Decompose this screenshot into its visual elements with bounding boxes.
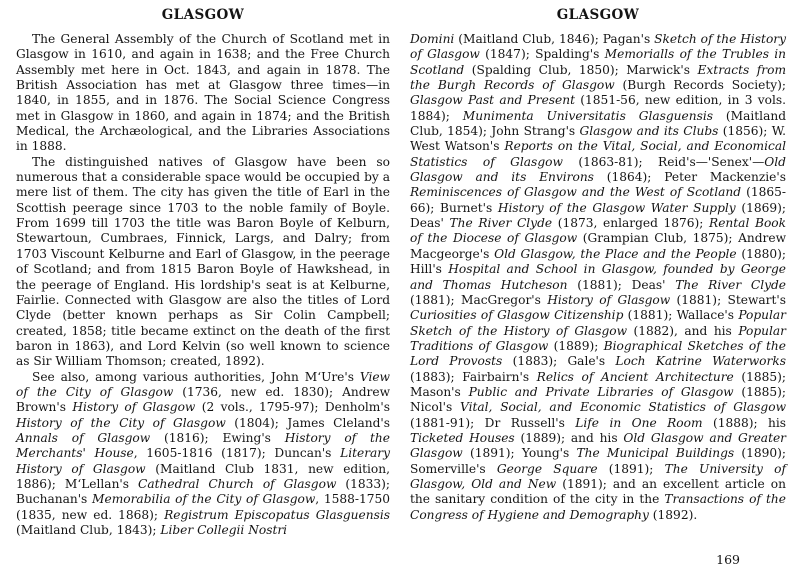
italic-title: Old Glasgow and its Environs <box>410 154 786 185</box>
text-run: (1869); Deas' <box>410 200 786 231</box>
italic-title: Public and Private Libraries of Glasgow <box>468 384 734 399</box>
text-run: See also, among various authorities, John M‘Ure's <box>32 369 360 384</box>
right-running-head: GLASGOW <box>556 7 640 23</box>
right-column <box>410 4 786 523</box>
italic-title: View of the City of Glasgow <box>16 369 390 399</box>
italic-title: Cathedral Church of Glasgow <box>138 476 337 491</box>
italic-title: Old Glasgow, the Place and the People <box>494 246 737 261</box>
italic-title: Glasgow Past and Present <box>410 93 576 108</box>
text-run: (Spalding Club, 1850); Marwick's <box>464 62 698 77</box>
text-run: (1885); Mason's <box>410 369 786 399</box>
text-run: (1892). <box>648 507 698 522</box>
italic-title: Transactions of the Congress of Hygiene and Demography <box>410 492 786 522</box>
text-run: The distinguished natives of Glasgow have been so numerous that a considerable space would be occupied by a mere list of them. The city has given the title of Earl in the Scottish peerage since 1703 to the noble family of Boyle. From 1699 till 1703 the title was Baron Boyle of Kelburn, Stewartoun, Cumbraes, Finnick, Largs, and Dalry; from 1703 Viscount Kelburne and Earl of Glasgow, in the peerage of Scotland; and from 1815 Baron Boyle of Hawkshead, in the peerage of England. His lordship's seat is at Kelburne, Fairlie. Connected with Glasgow are also the titles of Lord Clyde (better known perhaps as Sir Colin Campbell; created, 1858; title became extinct on the death of the first baron in 1863), and Lord Kelvin (so well known to science as Sir William Thomson; created, 1892). <box>16 154 390 369</box>
paragraph <box>16 32 390 155</box>
text-run: (1880); Hill's <box>410 246 786 277</box>
italic-title: Memorialls of the Trubles in Scotland <box>410 47 786 77</box>
text-run: (1890); Somerville's <box>410 446 786 476</box>
paragraph <box>410 32 786 523</box>
italic-title: George Square <box>496 461 598 476</box>
italic-title: The River Clyde <box>449 216 553 231</box>
text-run: (1888); his <box>702 415 787 430</box>
text-run: (1885); Nicol's <box>410 384 786 415</box>
italic-title: Reports on the Vital, Social, and Economical Statistics of Glasgow <box>410 139 787 169</box>
text-run: (1889); <box>548 338 604 353</box>
text-run: (Burgh Records Society); <box>614 78 786 93</box>
italic-title: History of Glasgow <box>72 400 196 415</box>
italic-title: Rental Book of the Diocese of Glasgow <box>410 216 787 246</box>
text-run: (1833); Buchanan's <box>16 476 390 507</box>
text-run: (1736, new ed. 1830); Andrew Brown's <box>16 384 390 415</box>
italic-title: Life in One Room <box>575 415 703 430</box>
paragraph <box>16 370 390 539</box>
text-run: (1883); Fairbairn's <box>410 369 537 384</box>
italic-title: Munimenta Universitatis Glasguensis <box>462 108 713 123</box>
text-run: The General Assembly of the Church of Scotland met in Glasgow in 1610, and again in 1638; and the Free Church Assembly met here in Oct. 1843, and again in 1878. The British Association has met at Glasgow three times—in 1840, in 1855, and in 1876. The Social Science Congress met in Glasgow in 1860, and again in 1874; and the British Medical, the Archæological, and the Libraries Associations in 1888. <box>16 32 390 154</box>
text-run: (1804); James Cleland's <box>225 415 390 430</box>
italic-title: Sketch of the History of Glasgow <box>410 32 787 62</box>
italic-title: Old Glasgow and Greater Glasgow <box>410 430 787 461</box>
italic-title: Memorabilia of the City of Glasgow <box>92 492 316 507</box>
text-run: (1816); Ewing's <box>150 430 285 445</box>
italic-title: Hospital and School in Glasgow, founded by George and Thomas Hutcheson <box>410 262 786 292</box>
italic-title: Popular Sketch of the History of Glasgow <box>410 308 786 338</box>
italic-title: Loch Katrine Waterworks <box>615 354 786 369</box>
text-run: , 1605-1816 (1817); Duncan's <box>133 446 341 461</box>
text-run: (1856); W. West Watson's <box>410 124 786 154</box>
text-run: (Maitland Club 1831, new edition, 1886); M‘Lellan's <box>16 461 390 491</box>
italic-title: Vital, Social, and Economic Statistics of Glasgow <box>460 400 786 415</box>
text-run: (1864); Peter Mackenzie's <box>593 170 786 185</box>
italic-title: Reminiscences of Glasgow and the West of Scotland <box>410 185 742 200</box>
italic-title: Domini <box>410 32 455 46</box>
text-run: (1863-81); Reid's—'Senex'— <box>562 154 765 169</box>
italic-title: The Municipal Buildings <box>576 446 735 461</box>
text-run: (Maitland Club, 1846); Pagan's <box>454 32 655 46</box>
text-run: (Maitland Club, 1854); John Strang's <box>410 108 786 139</box>
italic-title: Extracts from the Burgh Records of Glasgow <box>410 62 787 93</box>
text-run: (1891); and an excellent article on the sanitary condition of the city in the <box>410 476 786 507</box>
italic-title: Popular Traditions of Glasgow <box>410 323 786 353</box>
italic-title: Registrum Episcopatus Glasguensis <box>164 507 390 522</box>
text-run: , 1588-1750 (1835, new ed. 1868); <box>16 492 390 522</box>
italic-title: History of the City of Glasgow <box>16 415 226 430</box>
italic-title: Biographical Sketches of the Lord Provosts <box>410 338 786 369</box>
text-run: (1873, enlarged 1876); <box>552 216 710 231</box>
text-run: (1891); Young's <box>462 446 577 461</box>
page-number: 169 <box>716 552 740 567</box>
italic-title: The River Clyde <box>675 277 787 292</box>
text-run: (Maitland Club, 1843); <box>16 523 161 537</box>
italic-title: Liber Collegii Nostri <box>160 523 288 537</box>
paragraph <box>16 155 390 370</box>
text-run: (2 vols., 1795-97); Denholm's <box>195 400 390 415</box>
italic-title: Glasgow and its Clubs <box>579 124 719 139</box>
italic-title: Literary History of Glasgow <box>16 446 391 476</box>
text-run: (1881); Deas' <box>567 277 676 292</box>
text-run: (1851-56, new edition, in 3 vols. 1884); <box>410 93 786 123</box>
text-run: (1889); and his <box>514 430 624 445</box>
text-run: (1881-91); Dr Russell's <box>410 415 576 430</box>
text-run: (1881); Stewart's <box>670 292 786 307</box>
italic-title: Ticketed Houses <box>410 430 515 445</box>
text-run: (1865-66); Burnet's <box>410 185 786 215</box>
italic-title: Curiosities of Glasgow Citizenship <box>410 308 624 323</box>
italic-title: The University of Glasgow, Old and New <box>410 461 786 491</box>
left-column-text <box>16 32 390 538</box>
italic-title: History of the Glasgow Water Supply <box>497 200 736 215</box>
text-run: (1847); Spalding's <box>479 47 605 62</box>
text-run: (1881); Wallace's <box>623 308 739 323</box>
italic-title: History of Glasgow <box>547 292 671 307</box>
text-run: (1882), and his <box>627 323 739 338</box>
left-running-head: GLASGOW <box>161 7 245 23</box>
right-column-text <box>410 32 786 523</box>
text-run: (1881); MacGregor's <box>410 292 548 307</box>
left-column <box>16 4 390 538</box>
text-run: (1883); Gale's <box>502 354 616 369</box>
italic-title: History of the Merchants' House <box>16 430 390 461</box>
text-run: (Grampian Club, 1875); Andrew Macgeorge's <box>410 231 787 261</box>
italic-title: Relics of Ancient Architecture <box>536 369 734 384</box>
text-run: (1891); <box>597 461 665 476</box>
italic-title: Annals of Glasgow <box>16 430 151 445</box>
